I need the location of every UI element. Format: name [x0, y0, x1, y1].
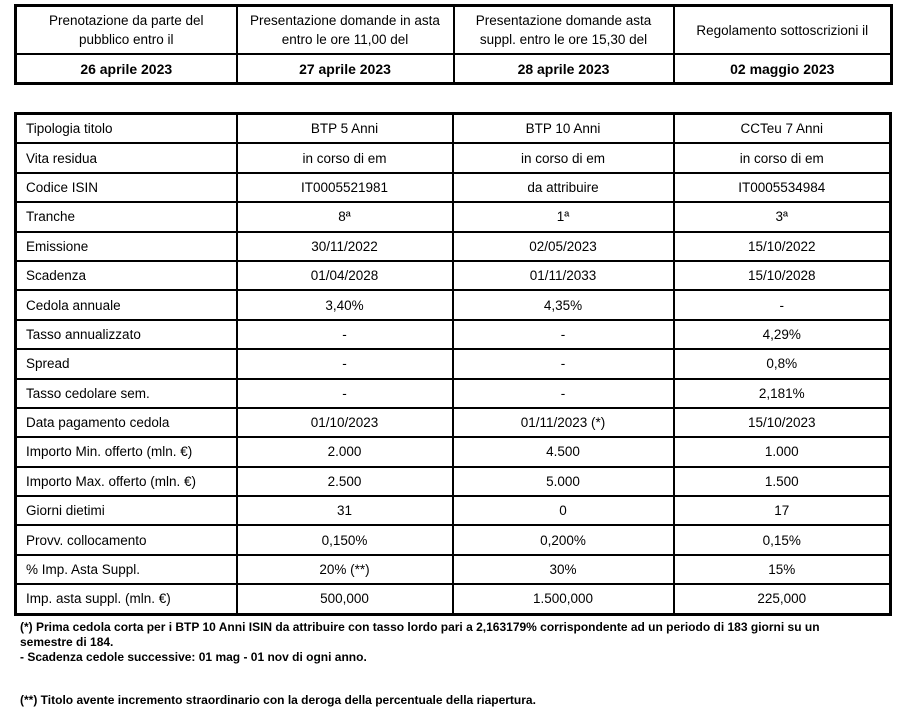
row-label: Tranche: [16, 202, 237, 231]
footnotes: [20, 620, 886, 708]
cell-btp5: 20% (**): [237, 555, 453, 584]
schedule-date-asta-suppl: 28 aprile 2023: [454, 54, 674, 84]
table-row-tipologia: [16, 114, 891, 144]
cell-ccteu7: 17: [674, 496, 891, 525]
table-row-giorni-dietimi: [16, 496, 891, 525]
cell-ccteu7: IT0005534984: [674, 173, 891, 202]
cell-ccteu7: 225,000: [674, 584, 891, 614]
row-label: Importo Max. offerto (mln. €): [16, 467, 237, 496]
table-row-provv-collocamento: [16, 525, 891, 554]
cell-ccteu7: 0,15%: [674, 525, 891, 554]
row-label: Vita residua: [16, 143, 237, 172]
schedule-header-prenotazione: Prenotazione da parte del pubblico entro il: [16, 6, 237, 55]
cell-btp5: IT0005521981: [237, 173, 453, 202]
table-row-spread: [16, 349, 891, 378]
table-row-importo-min: [16, 437, 891, 466]
cell-ccteu7: -: [674, 290, 891, 319]
cell-btp10: 0,200%: [453, 525, 674, 554]
cell-btp10: 5.000: [453, 467, 674, 496]
table-row-emissione: [16, 232, 891, 261]
row-label: Tipologia titolo: [16, 114, 237, 144]
footnote-star-line1: (*) Prima cedola corta per i BTP 10 Anni ISIN da attribuire con tasso lordo pari a 2,163179% corrispondente ad un periodo di 183 giorni su un: [20, 620, 820, 634]
bond-details-table: [14, 112, 892, 616]
cell-btp5: in corso di em: [237, 143, 453, 172]
cell-btp5: 01/10/2023: [237, 408, 453, 437]
schedule-header-regolamento: Regolamento sottoscrizioni il: [674, 6, 892, 55]
cell-btp10: 1.500,000: [453, 584, 674, 614]
footnote-star-line3: - Scadenza cedole successive: 01 mag - 01 nov di ogni anno.: [20, 650, 367, 664]
row-label: Provv. collocamento: [16, 525, 237, 554]
row-label: Importo Min. offerto (mln. €): [16, 437, 237, 466]
row-label: Cedola annuale: [16, 290, 237, 319]
cell-ccteu7: 15/10/2022: [674, 232, 891, 261]
row-label: Spread: [16, 349, 237, 378]
cell-btp5: -: [237, 349, 453, 378]
cell-btp5: 2.500: [237, 467, 453, 496]
cell-ccteu7: 3ª: [674, 202, 891, 231]
row-label: Data pagamento cedola: [16, 408, 237, 437]
row-label: Tasso annualizzato: [16, 320, 237, 349]
row-label: % Imp. Asta Suppl.: [16, 555, 237, 584]
cell-btp10: 30%: [453, 555, 674, 584]
cell-btp10: 02/05/2023: [453, 232, 674, 261]
cell-ccteu7: in corso di em: [674, 143, 891, 172]
cell-btp5: 500,000: [237, 584, 453, 614]
footnote-double-star: (**) Titolo avente incremento straordinario con la deroga della percentuale della riapertura.: [20, 693, 536, 707]
cell-ccteu7: 15/10/2028: [674, 261, 891, 290]
cell-btp5: 01/04/2028: [237, 261, 453, 290]
table-row-codice-isin: [16, 173, 891, 202]
table-row-tasso-annualizzato: [16, 320, 891, 349]
cell-btp5: 0,150%: [237, 525, 453, 554]
table-row-scadenza: [16, 261, 891, 290]
cell-btp10: -: [453, 379, 674, 408]
cell-btp10: 01/11/2023 (*): [453, 408, 674, 437]
cell-btp5: BTP 5 Anni: [237, 114, 453, 144]
schedule-date-row: [16, 54, 892, 84]
schedule-date-prenotazione: 26 aprile 2023: [16, 54, 237, 84]
cell-btp10: 4.500: [453, 437, 674, 466]
table-row-imp-asta-suppl: [16, 584, 891, 614]
schedule-date-asta: 27 aprile 2023: [237, 54, 454, 84]
cell-btp5: -: [237, 320, 453, 349]
cell-ccteu7: 0,8%: [674, 349, 891, 378]
cell-ccteu7: 2,181%: [674, 379, 891, 408]
cell-ccteu7: 1.000: [674, 437, 891, 466]
row-label: Imp. asta suppl. (mln. €): [16, 584, 237, 614]
cell-btp10: 1ª: [453, 202, 674, 231]
cell-btp10: -: [453, 349, 674, 378]
cell-btp10: 0: [453, 496, 674, 525]
cell-ccteu7: 15/10/2023: [674, 408, 891, 437]
table-row-importo-max: [16, 467, 891, 496]
cell-btp10: -: [453, 320, 674, 349]
cell-btp10: 4,35%: [453, 290, 674, 319]
schedule-date-regolamento: 02 maggio 2023: [674, 54, 892, 84]
row-label: Giorni dietimi: [16, 496, 237, 525]
table-row-vita-residua: [16, 143, 891, 172]
row-label: Emissione: [16, 232, 237, 261]
cell-btp10: 01/11/2033: [453, 261, 674, 290]
table-row-perc-imp-asta-suppl: [16, 555, 891, 584]
table-row-tasso-cedolare-sem: [16, 379, 891, 408]
table-row-tranche: [16, 202, 891, 231]
row-label: Tasso cedolare sem.: [16, 379, 237, 408]
cell-btp5: -: [237, 379, 453, 408]
cell-btp10: BTP 10 Anni: [453, 114, 674, 144]
cell-btp10: in corso di em: [453, 143, 674, 172]
cell-ccteu7: 1.500: [674, 467, 891, 496]
cell-btp5: 31: [237, 496, 453, 525]
footnote-star-line2: semestre di 184.: [20, 635, 114, 649]
row-label: Codice ISIN: [16, 173, 237, 202]
cell-btp10: da attribuire: [453, 173, 674, 202]
auction-schedule-table: [14, 4, 893, 85]
cell-btp5: 3,40%: [237, 290, 453, 319]
table-row-data-pagamento-cedola: [16, 408, 891, 437]
cell-btp5: 8ª: [237, 202, 453, 231]
cell-btp5: 2.000: [237, 437, 453, 466]
schedule-header-asta: Presentazione domande in asta entro le ore 11,00 del: [237, 6, 454, 55]
table-row-cedola-annuale: [16, 290, 891, 319]
cell-ccteu7: 15%: [674, 555, 891, 584]
row-label: Scadenza: [16, 261, 237, 290]
cell-ccteu7: CCTeu 7 Anni: [674, 114, 891, 144]
cell-btp5: 30/11/2022: [237, 232, 453, 261]
schedule-header-asta-suppl: Presentazione domande asta suppl. entro le ore 15,30 del: [454, 6, 674, 55]
cell-ccteu7: 4,29%: [674, 320, 891, 349]
schedule-header-row: [16, 6, 892, 55]
